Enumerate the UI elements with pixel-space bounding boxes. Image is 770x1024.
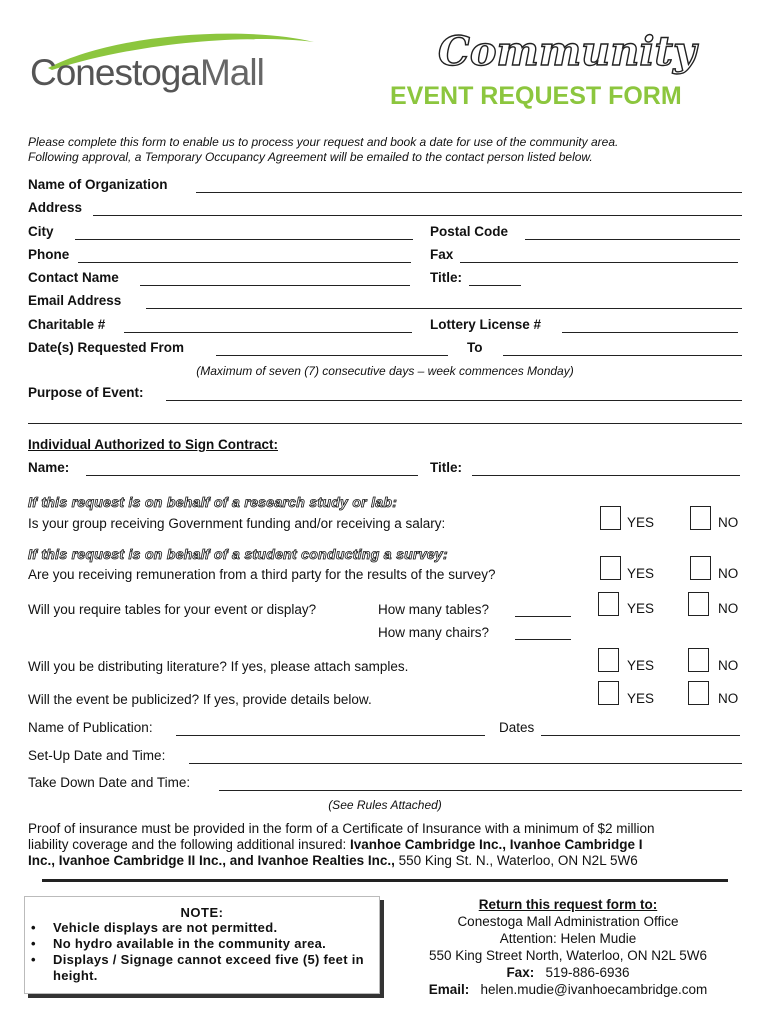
research-no-checkbox[interactable] [690, 506, 711, 530]
dates-from-line[interactable] [216, 355, 448, 356]
lottery-line[interactable] [562, 332, 738, 333]
literature-no-checkbox[interactable] [688, 648, 709, 672]
research-heading: If this request is on behalf of a research study or lab: [28, 494, 398, 510]
tables-yes-checkbox[interactable] [598, 592, 619, 616]
postal-label: Postal Code [430, 224, 509, 239]
note-list [25, 920, 379, 984]
pub-dates-line[interactable] [541, 735, 740, 736]
return-email-label: Email: [428, 982, 470, 997]
city-label: City [28, 224, 54, 239]
charitable-label: Charitable # [28, 317, 106, 332]
dates-to-label: To [467, 340, 483, 355]
postal-line[interactable] [525, 239, 740, 240]
how-many-tables-line[interactable] [515, 616, 571, 617]
note-item: • Displays / Signage cannot exceed five (5) feet in height. [25, 952, 379, 984]
fax-label: Fax [430, 247, 454, 262]
email-line[interactable] [146, 308, 742, 309]
literature-yes-checkbox[interactable] [598, 648, 619, 672]
purpose-label: Purpose of Event: [28, 385, 144, 400]
publicized-no-checkbox[interactable] [688, 681, 709, 705]
city-line[interactable] [75, 239, 413, 240]
literature-question: Will you be distributing literature? If yes, please attach samples. [28, 659, 409, 674]
publicized-no-label: NO [718, 691, 739, 706]
rules-note: (See Rules Attached) [328, 798, 442, 812]
auth-name-line[interactable] [86, 475, 418, 476]
takedown-line[interactable] [219, 790, 742, 791]
intro-line-2: Following approval, a Temporary Occupancy Agreement will be emailed to the contact person listed below. [28, 150, 593, 164]
script-title: Community [438, 28, 697, 75]
how-many-chairs-line[interactable] [515, 639, 571, 640]
tables-yes-label: YES [627, 601, 655, 616]
purpose-line-2[interactable] [28, 423, 742, 424]
research-yes-label: YES [627, 515, 655, 530]
return-fax-label: Fax: [506, 965, 535, 980]
title-label: Title: [430, 270, 463, 285]
lottery-label: Lottery License # [430, 317, 542, 332]
how-many-chairs-label: How many chairs? [378, 625, 490, 640]
intro-line-1: Please complete this form to enable us to process your request and book a date for use of the community area. [28, 135, 619, 149]
auth-title-label: Title: [430, 460, 463, 475]
pub-dates-label: Dates [499, 720, 535, 735]
address-line[interactable] [93, 215, 742, 216]
fax-line[interactable] [460, 262, 738, 263]
insurance-paragraph [28, 821, 748, 869]
note-item: • Vehicle displays are not permitted. [25, 920, 379, 936]
tables-no-label: NO [718, 601, 739, 616]
insurance-line-2a: liability coverage and the following additional insured: [28, 837, 350, 852]
return-office: Conestoga Mall Administration Office [457, 914, 679, 929]
phone-label: Phone [28, 247, 70, 262]
org-line[interactable] [196, 192, 742, 193]
survey-heading: If this request is on behalf of a student conducting a survey: [28, 546, 448, 562]
divider [42, 879, 728, 882]
logo-text-conestoga: Conestoga [30, 52, 200, 93]
publicized-yes-checkbox[interactable] [598, 681, 619, 705]
address-label: Address [28, 200, 83, 215]
insurance-line-3a: Inc., Ivanhoe Cambridge II Inc., and Ivanhoe Realties Inc., [28, 853, 395, 868]
publicized-yes-label: YES [627, 691, 655, 706]
return-block [400, 896, 736, 998]
publicized-question: Will the event be publicized? If yes, provide details below. [28, 692, 372, 707]
takedown-label: Take Down Date and Time: [28, 775, 191, 790]
research-yes-checkbox[interactable] [600, 506, 621, 530]
return-fax-value: 519-886-6936 [545, 965, 630, 980]
research-question: Is your group receiving Government funding and/or receiving a salary: [28, 516, 446, 531]
survey-no-label: NO [718, 566, 739, 581]
max-days-note: (Maximum of seven (7) consecutive days – week commences Monday) [196, 364, 574, 378]
insurance-line-3b: 550 King St. N., Waterloo, ON N2L 5W6 [394, 853, 638, 868]
form-title: EVENT REQUEST FORM [390, 82, 682, 110]
setup-label: Set-Up Date and Time: [28, 748, 166, 763]
return-street: 550 King Street North, Waterloo, ON N2L 5W6 [428, 948, 708, 963]
contact-label: Contact Name [28, 270, 119, 285]
return-attention: Attention: Helen Mudie [499, 931, 637, 946]
note-heading: NOTE: [180, 905, 224, 920]
tables-question: Will you require tables for your event or display? [28, 602, 317, 617]
how-many-tables-label: How many tables? [378, 602, 490, 617]
return-email-link[interactable]: helen.mudie@ivanhoecambridge.com [480, 982, 708, 997]
org-label: Name of Organization [28, 177, 168, 192]
logo-text-mall: Mall [199, 52, 264, 93]
research-no-label: NO [718, 515, 739, 530]
purpose-line-1[interactable] [166, 400, 742, 401]
auth-name-label: Name: [28, 460, 70, 475]
contact-line[interactable] [140, 285, 410, 286]
publication-label: Name of Publication: [28, 720, 153, 735]
note-item: • No hydro available in the community area. [25, 936, 379, 952]
insurance-line-2b: Ivanhoe Cambridge Inc., Ivanhoe Cambridge I [349, 837, 643, 852]
authorized-heading: Individual Authorized to Sign Contract: [28, 437, 278, 452]
survey-yes-label: YES [627, 566, 655, 581]
tables-no-checkbox[interactable] [688, 592, 709, 616]
charitable-line[interactable] [124, 332, 412, 333]
dates-from-label: Date(s) Requested From [28, 340, 185, 355]
survey-no-checkbox[interactable] [690, 556, 711, 580]
note-box [24, 896, 380, 994]
logo [28, 30, 318, 110]
publication-line[interactable] [176, 735, 485, 736]
literature-yes-label: YES [627, 658, 655, 673]
email-label: Email Address [28, 293, 122, 308]
title-line[interactable] [469, 285, 521, 286]
auth-title-line[interactable] [472, 475, 740, 476]
setup-line[interactable] [189, 763, 742, 764]
dates-to-line[interactable] [503, 355, 742, 356]
insurance-line-1: Proof of insurance must be provided in the form of a Certificate of Insurance with a minimum of $2 million [28, 821, 655, 836]
literature-no-label: NO [718, 658, 739, 673]
survey-question: Are you receiving remuneration from a third party for the results of the survey? [28, 567, 496, 582]
return-heading: Return this request form to: [478, 897, 658, 912]
survey-yes-checkbox[interactable] [600, 556, 621, 580]
phone-line[interactable] [78, 262, 411, 263]
